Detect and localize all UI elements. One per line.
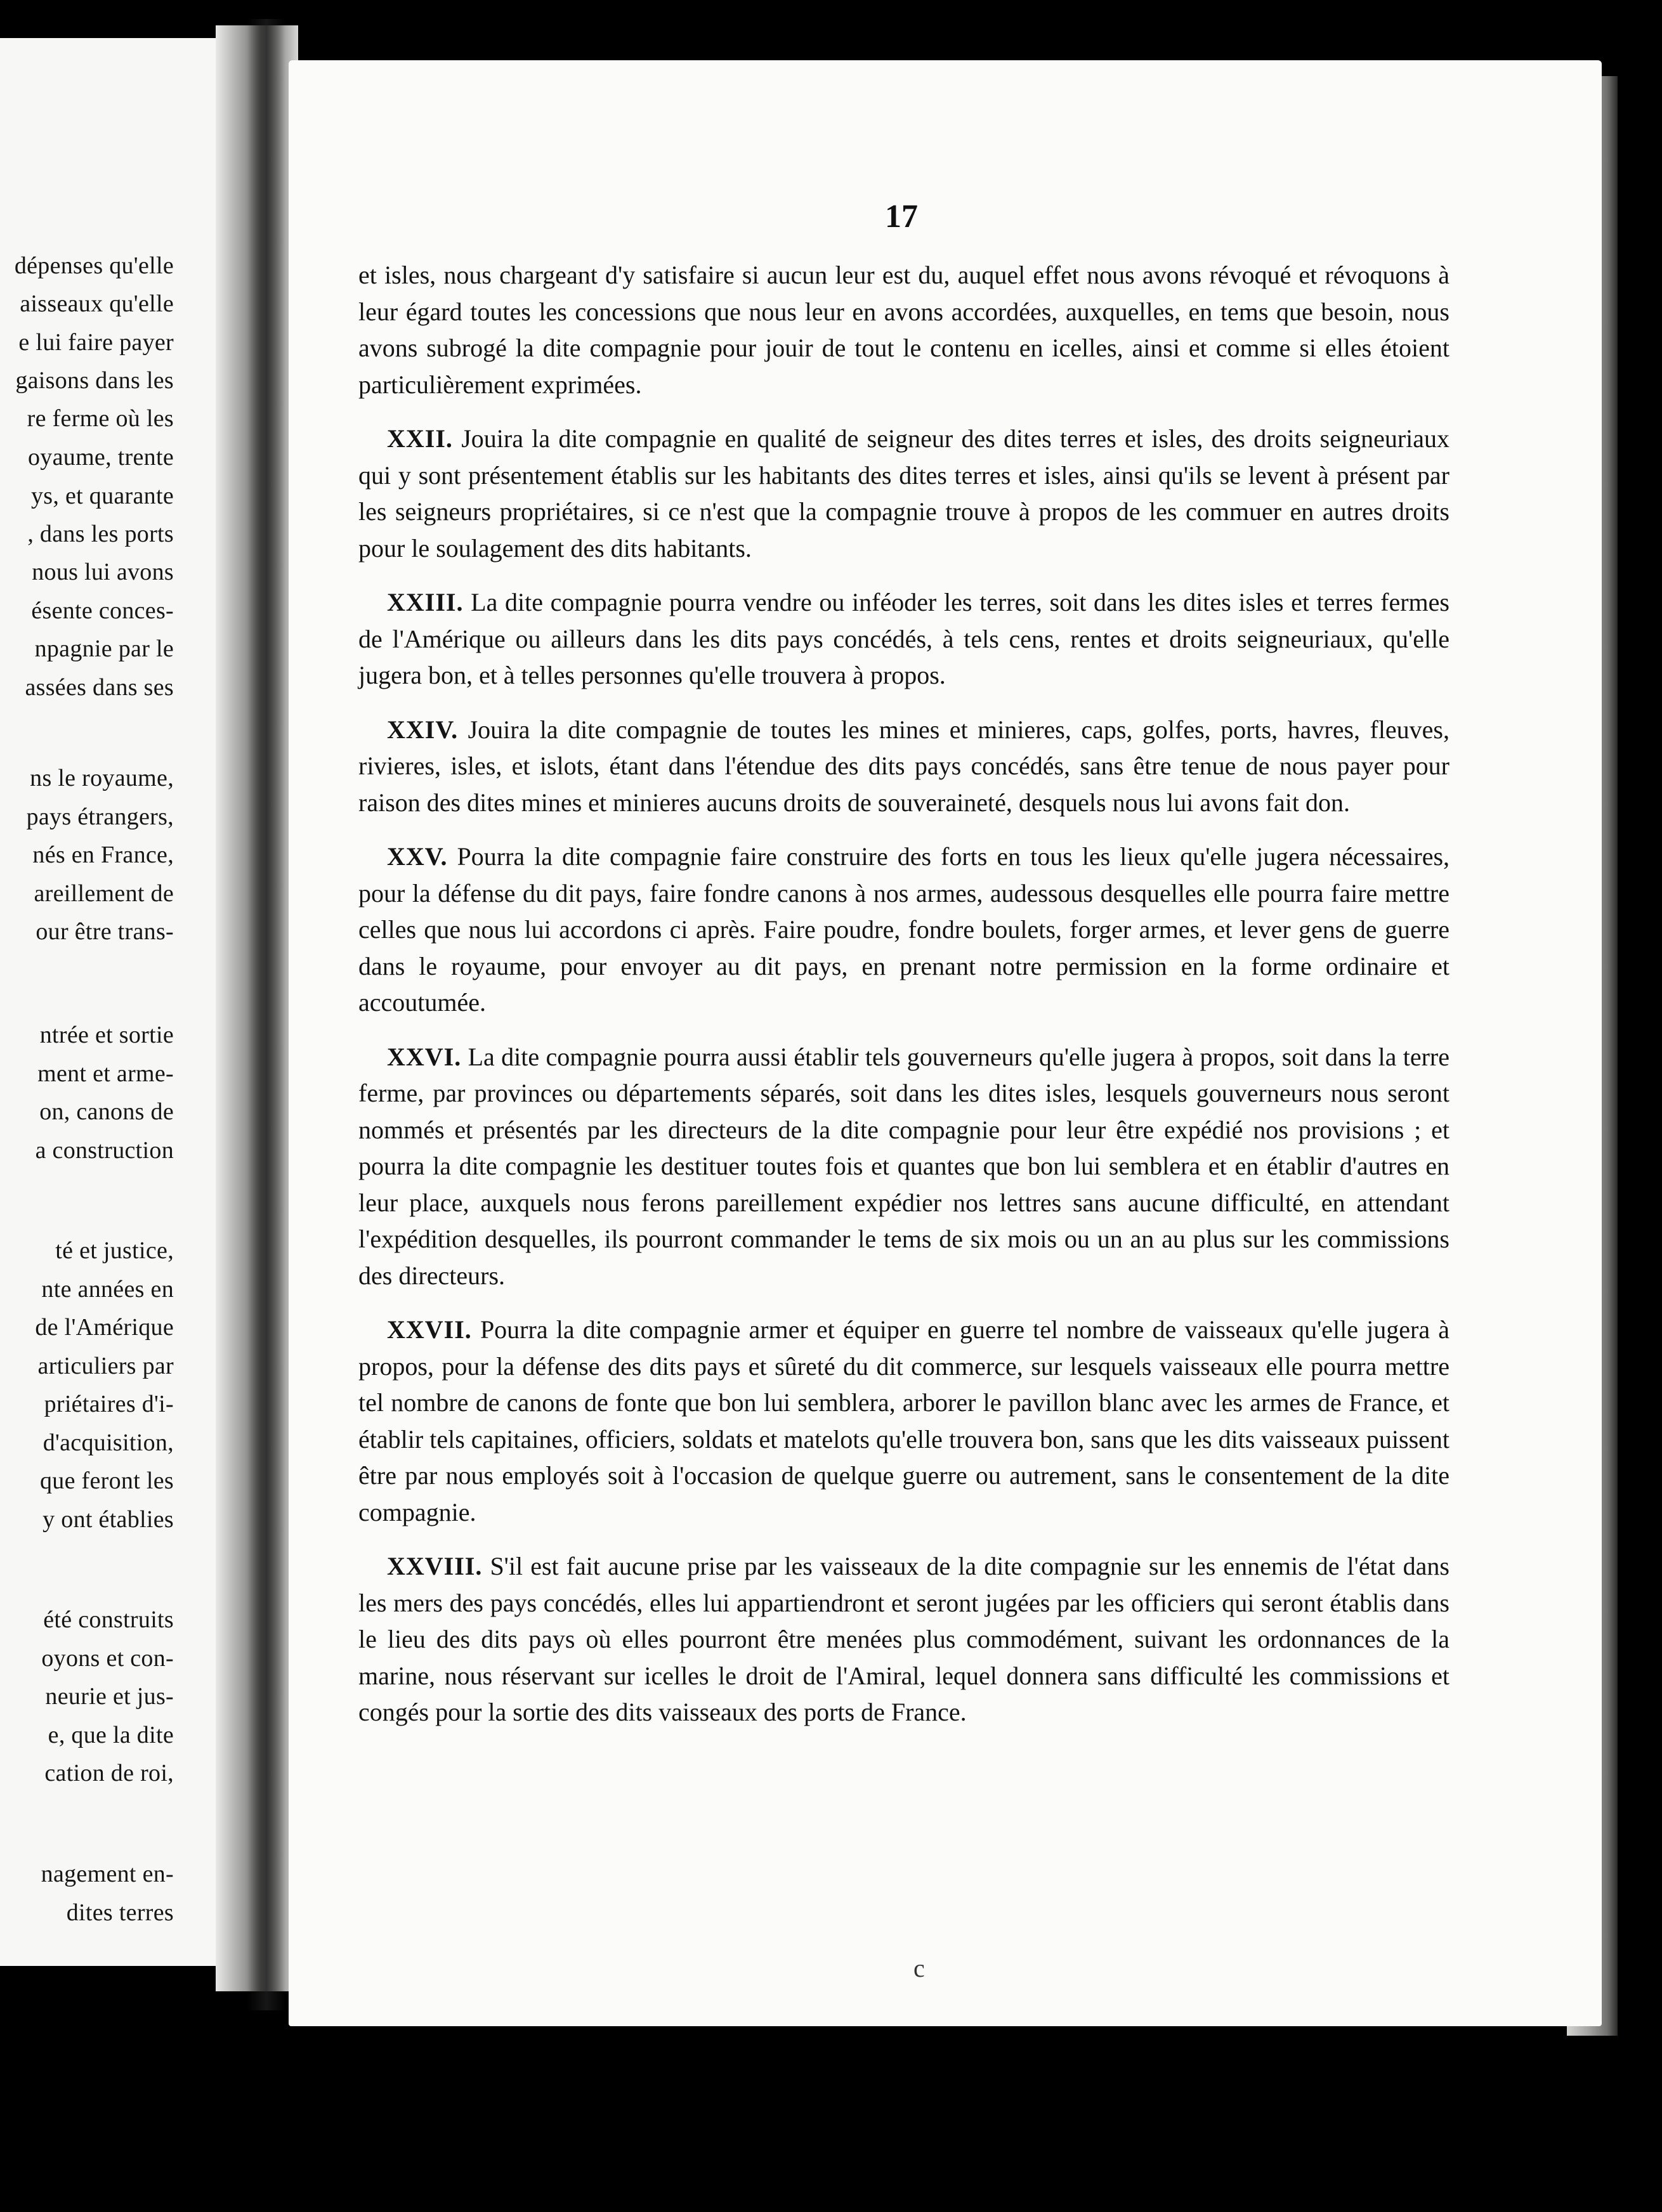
paragraph-text: Pourra la dite compagnie faire construire des forts en tous les lieux qu'elle jugera nécessaires, pour la défense du dit pays, faire fondre canons à nos armes, audessous desquelles elle pourra faire mettre celles que nous lui accordons ci après. Faire poudre, fondre boulets, forger armes, et lever gens de guerre dans le royaume, pour envoyer au dit pays, en prenant notre permission en la forme ordinaire et accoutumée. xyxy=(358,842,1450,1017)
left-page-line: nte années en xyxy=(41,1276,174,1303)
left-page-line: ns le royaume, xyxy=(30,765,174,791)
left-facing-page xyxy=(0,38,241,1966)
left-page-line: ésente conces- xyxy=(31,597,174,624)
left-page-line: , dans les ports xyxy=(27,521,174,547)
left-page-line: priétaires d'i- xyxy=(44,1391,174,1417)
left-page-line: areillement de xyxy=(34,880,174,907)
left-page-line: articuliers par xyxy=(37,1353,174,1379)
paragraph-text: Jouira la dite compagnie de toutes les mines et minieres, caps, golfes, ports, havres, fleuves, rivieres, isles, et islots, étant dans l'étendue des dits pays concédés, sans être tenue de nous payer pour raison des dites mines et minieres aucuns droits de souveraineté, desquels nous lui avons fait don. xyxy=(358,715,1450,817)
article-number: XXVIII. xyxy=(387,1552,483,1580)
left-page-line: nous lui avons xyxy=(32,559,174,585)
paragraph-text: La dite compagnie pourra vendre ou inféoder les terres, soit dans les dites isles et terres fermes de l'Amérique ou ailleurs dans les dits pays concédés, à tels cens, rentes et droits seigneuriaux, qu'elle jugera bon, et à telles personnes qu'elle trouvera à propos. xyxy=(358,588,1449,689)
article-number: XXIV. xyxy=(387,715,459,744)
article-number: XXV. xyxy=(387,842,448,871)
left-page-line: ntrée et sortie xyxy=(39,1022,174,1048)
article-xxv xyxy=(358,838,1449,1021)
article-xxiii xyxy=(358,584,1449,694)
left-page-line: on, canons de xyxy=(39,1098,174,1125)
paragraph-text: La dite compagnie pourra aussi établir tels gouverneurs qu'elle jugera à propos, soit dans la terre ferme, par provinces ou départements séparés, soit dans les dites isles, lesquels gouverneurs nous seront nommés et présentés par les directeurs de la dite compagnie pour leur être expédié nos provisions ; et pourra la dite compagnie les destituer toutes fois et quantes que bon lui semblera et en établir d'autres en leur place, auxquels nous ferons pareillement expédier nos lettres sans aucune difficulté, en attendant l'expédition desquelles, ils pourront commander le tems de six mois ou un an au plus sur les commissions des directeurs. xyxy=(358,1042,1450,1290)
article-xxvii xyxy=(358,1311,1449,1530)
left-page-line: oyaume, trente xyxy=(28,444,174,471)
left-page-line: oyons et con- xyxy=(41,1645,174,1672)
left-page-line: assées dans ses xyxy=(25,674,174,701)
article-number: XXII. xyxy=(387,424,453,453)
left-page-line: a construction xyxy=(35,1137,174,1164)
article-number: XXVI. xyxy=(387,1042,462,1071)
paragraph-text: S'il est fait aucune prise par les vaisseaux de la dite compagnie sur les ennemis de l'état dans les mers des pays concédés, elles lui appartiendront et seront jugées par les officiers qui seront établis dans le lieu des dits pays où elles pourront être menées plus commodément, suivant les ordonnances de la marine, nous réservant sur icelles le droit de l'Amiral, lequel donnera sans difficulté les commissions et congés pour la sortie des dits vaisseaux des ports de France. xyxy=(358,1552,1449,1726)
gutter-shadow xyxy=(247,19,285,2010)
left-page-line: de l'Amérique xyxy=(35,1314,174,1341)
article-number: XXIII. xyxy=(387,588,464,616)
left-page-line: y ont établies xyxy=(43,1506,174,1533)
article-number: XXVII. xyxy=(387,1315,472,1344)
left-page-line: pays étrangers, xyxy=(26,803,174,830)
signature-mark: c xyxy=(913,1954,925,1982)
left-page-line: cation de roi, xyxy=(44,1760,174,1786)
left-page-line: té et justice, xyxy=(55,1237,174,1264)
article-text xyxy=(358,257,1449,1731)
left-page-line: neurie et jus- xyxy=(45,1683,174,1710)
article-xxviii xyxy=(358,1548,1449,1731)
article-xxii xyxy=(358,420,1449,566)
page-number: 17 xyxy=(885,198,918,235)
left-page-line: gaisons dans les xyxy=(15,367,174,394)
left-page-line: npagnie par le xyxy=(34,635,174,662)
left-page-line: d'acquisition, xyxy=(43,1429,174,1456)
paragraph-text: et isles, nous chargeant d'y satisfaire si aucun leur est du, auquel effet nous avons révoqué et révoquons à leur égard toutes les concessions que nous leur en avons accordées, auxquelles, en tems que besoin, nous avons subrogé la dite compagnie pour jouir de tout le contenu en icelles, ainsi et comme si elles étoient particulièrement exprimées. xyxy=(358,261,1449,399)
paragraph-text: Jouira la dite compagnie en qualité de seigneur des dites terres et isles, des droits seigneuriaux qui y sont présentement établis sur les habitants des dites terres et isles, ainsi qu'ils se levent à présent par les seigneurs propriétaires, si ce n'est que la compagnie trouve à propos de les commuer en autres droits pour le soulagement des dits habitants. xyxy=(358,424,1450,563)
left-page-line: dites terres xyxy=(66,1899,174,1926)
left-page-line: e, que la dite xyxy=(48,1722,174,1748)
left-page-line: re ferme où les xyxy=(27,405,174,432)
left-page-line: nés en France, xyxy=(32,842,174,868)
left-page-line: dépenses qu'elle xyxy=(14,252,174,279)
article-xxiv xyxy=(358,712,1449,821)
paragraph-text: Pourra la dite compagnie armer et équiper en guerre tel nombre de vaisseaux qu'elle jugera à propos, pour la défense des dits pays et sûreté du dit commerce, sur lesquels vaisseaux elle pourra mettre tel nombre de canons de fonte que bon lui semblera, arborer le pavillon blanc avec les armes de France, et établir tels capitaines, officiers, soldats et matelots qu'elle trouvera bon, sans que les dits vaisseaux puissent être par nous employés soit à l'occasion de quelque guerre ou autrement, sans le consentement de la dite compagnie. xyxy=(358,1315,1450,1526)
left-page-line: été construits xyxy=(43,1606,174,1633)
paragraph-continuation xyxy=(358,257,1449,403)
left-page-line: e lui faire payer xyxy=(18,329,174,356)
left-page-line: ment et arme- xyxy=(37,1060,174,1087)
left-page-line: nagement en- xyxy=(41,1861,174,1887)
left-page-line: aisseaux qu'elle xyxy=(20,290,174,317)
left-page-line: que feront les xyxy=(39,1467,174,1494)
left-page-line: ys, et quarante xyxy=(30,483,174,509)
article-xxvi xyxy=(358,1039,1449,1294)
left-page-line: our être trans- xyxy=(36,918,174,945)
